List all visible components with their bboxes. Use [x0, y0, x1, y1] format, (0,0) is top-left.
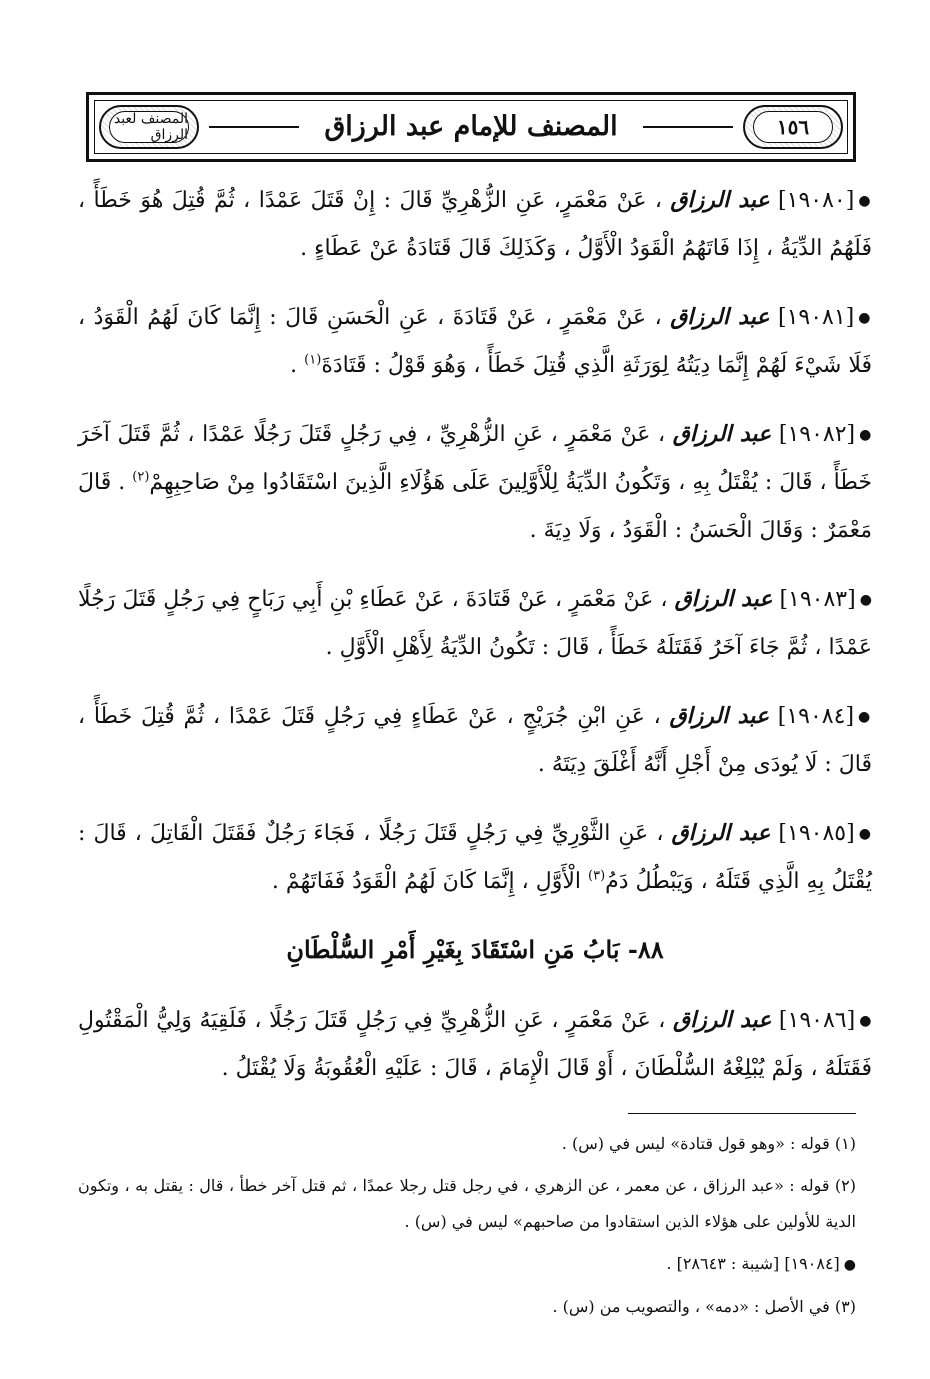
bullet-icon: ●: [859, 1013, 873, 1029]
hadith-number: [١٩٠٨٢]: [778, 422, 856, 447]
bullet-icon: ●: [859, 427, 873, 443]
bullet-icon: ●: [858, 310, 872, 326]
chapter-heading: ٨٨- بَابُ مَنِ اسْتَقَادَ بِغَيْرِ أَمْرِ السُّلْطَانِ: [286, 935, 664, 964]
hadith-entry: [78, 809, 872, 906]
hadith-source: عبد الرزاق: [670, 187, 770, 213]
footnote-mark: (٢): [132, 469, 150, 485]
hadith-text: ، عَنِ الثَّوْرِيِّ فِي رَجُلٍ قَتَلَ رَجُلًا ، فَجَاءَ رَجُلٌ فَقَتَلَ الْقَاتِلَ ، قَالَ : يُقْتَلُ بِهِ الَّذِي قَتَلَهُ ، وَيَبْطُلُ دَمُ: [78, 821, 872, 894]
hadith-entry: [78, 996, 872, 1093]
page-number-ornament: [743, 105, 843, 149]
hadith-number: [١٩٠٨٥]: [778, 821, 855, 846]
hadith-number: [١٩٠٨٤]: [777, 704, 855, 729]
footnote: (٣) في الأصل : «دمه» ، والتصويب من (س) .: [552, 1296, 856, 1316]
reference-text: [١٩٠٨٤] [شيبة : ٢٨٦٤٣] .: [666, 1254, 840, 1273]
hadith-text: ، عَنْ مَعْمَرٍ ، عَنْ قَتَادَةَ ، عَنِ الْحَسَنِ قَالَ : إِنَّمَا كَانَ لَهُمُ الْقَوَدُ ، فَلَا شَيْءَ لَهُمْ إِنَّمَا دِيَتُهُ لِوَرَثَةِ الَّذِي قُتِلَ خَطَأً ، وَهُوَ قَوْلُ : قَتَادَةَ: [78, 305, 872, 378]
footnotes: [78, 1126, 856, 1331]
hadith-source: عبد الرزاق: [669, 703, 769, 729]
hadith-text: ، عَنْ مَعْمَرٍ ، عَنِ الزُّهْرِيِّ فِي رَجُلٍ قَتَلَ رَجُلًا ، فَلَقِيَهُ وَلِيُّ الْمَقْتُولِ فَقَتَلَهُ ، وَلَمْ يُبْلِغْهُ السُّلْطَانَ ، أَوْ قَالَ الْإِمَامَ ، قَالَ : عَلَيْهِ الْعُقُوبَةُ وَلَا يُقْتَلُ .: [78, 1008, 872, 1081]
hadith-entry: [78, 410, 872, 555]
hadith-text: ، عَنْ مَعْمَرٍ ، عَنِ الزُّهْرِيِّ ، فِي رَجُلٍ قَتَلَ رَجُلًا عَمْدًا ، ثُمَّ قَتَلَ آخَرَ خَطَأً ، قَالَ : يُقْتَلُ بِهِ ، وَتَكُونُ الدِّيَةُ لِلْأَوَّلِينَ عَلَى هَؤُلَاءِ الَّذِينَ اسْتَقَادُوا مِنْ صَاحِبِهِمْ: [78, 422, 872, 495]
hadith-text-end: . قَالَ مَعْمَرٌ : وَقَالَ الْحَسَنُ : الْقَوَدُ ، وَلَا دِيَةَ .: [78, 470, 872, 543]
hadith-text: ، عَنِ ابْنِ جُرَيْجٍ ، عَنْ عَطَاءٍ فِي رَجُلٍ قَتَلَ عَمْدًا ، ثُمَّ قُتِلَ خَطَأً ، قَالَ : لَا يُودَى مِنْ أَجْلِ أَنَّهُ أَغْلَقَ دِيَتَهُ .: [78, 704, 872, 777]
hadith-entry: [78, 692, 872, 789]
emblem-text: المصنف لعبد الرزاق: [109, 111, 189, 143]
hadith-source: عبد الرزاق: [671, 820, 771, 846]
bullet-icon: ●: [858, 709, 873, 725]
running-header: [86, 92, 856, 162]
book-title: المصنف للإمام عبد الرزاق: [209, 107, 733, 147]
footnote-divider: [628, 1113, 856, 1114]
emblem-ornament: [99, 105, 199, 149]
hadith-number: [١٩٠٨١]: [777, 305, 855, 330]
main-text: [78, 176, 872, 1113]
hadith-number: [١٩٠٨٦]: [778, 1008, 856, 1033]
bullet-icon: ●: [858, 826, 873, 842]
page-number: ١٥٦: [753, 111, 833, 143]
hadith-text: ، عَنْ مَعْمَرٍ، عَنِ الزُّهْرِيِّ قَالَ : إِنْ قَتَلَ عَمْدًا ، ثُمَّ قُتِلَ هُوَ خَطَأً ، فَلَهُمُ الدِّيَةُ ، إِذَا فَاتَهُمُ الْقَوَدُ الْأَوَّلُ ، وَكَذَلِكَ قَالَ قَتَادَةُ عَنْ عَطَاءٍ .: [78, 188, 872, 261]
hadith-entry: [78, 293, 872, 390]
footnote: (٢) قوله : «عبد الرزاق ، عن معمر ، عن الزهري ، في رجل قتل رجلا عمدًا ، ثم قتل آخر خطأ ، قال : يقتل به ، وتكون الدية للأولين على هؤلاء الذين استقادوا من صاحبهم» ليس في (س) .: [78, 1176, 856, 1231]
hadith-text-end: الْأَوَّلِ ، إِنَّمَا كَانَ لَهُمُ الْقَوَدُ فَفَاتَهُمْ .: [271, 869, 588, 894]
hadith-text-end: .: [290, 353, 305, 378]
footnote: (١) قوله : «وهو قول قتادة» ليس في (س) .: [561, 1134, 856, 1153]
hadith-source: عبد الرزاق: [674, 586, 773, 612]
hadith-entry: [78, 575, 872, 672]
bullet-icon: ●: [843, 1256, 856, 1273]
footnote-reference: [78, 1246, 856, 1283]
hadith-source: عبد الرزاق: [672, 421, 772, 447]
hadith-text: ، عَنْ مَعْمَرٍ ، عَنْ قَتَادَةَ ، عَنْ عَطَاءِ بْنِ أَبِي رَبَاحٍ فِي رَجُلٍ قَتَلَ رَجُلًا عَمْدًا ، ثُمَّ جَاءَ آخَرُ فَقَتَلَهُ خَطَأً ، قَالَ : تَكُونُ الدِّيَةُ لِأَهْلِ الْأَوَّلِ .: [78, 587, 872, 660]
hadith-source: عبد الرزاق: [670, 304, 770, 330]
hadith-number: [١٩٠٨٣]: [779, 587, 856, 612]
bullet-icon: ●: [858, 193, 872, 209]
footnote-mark: (١): [304, 352, 322, 368]
bullet-icon: ●: [859, 592, 873, 608]
hadith-entry: [78, 176, 872, 273]
hadith-source: عبد الرزاق: [673, 1007, 772, 1033]
footnote-mark: (٣): [588, 868, 606, 884]
hadith-number: [١٩٠٨٠]: [778, 188, 855, 213]
